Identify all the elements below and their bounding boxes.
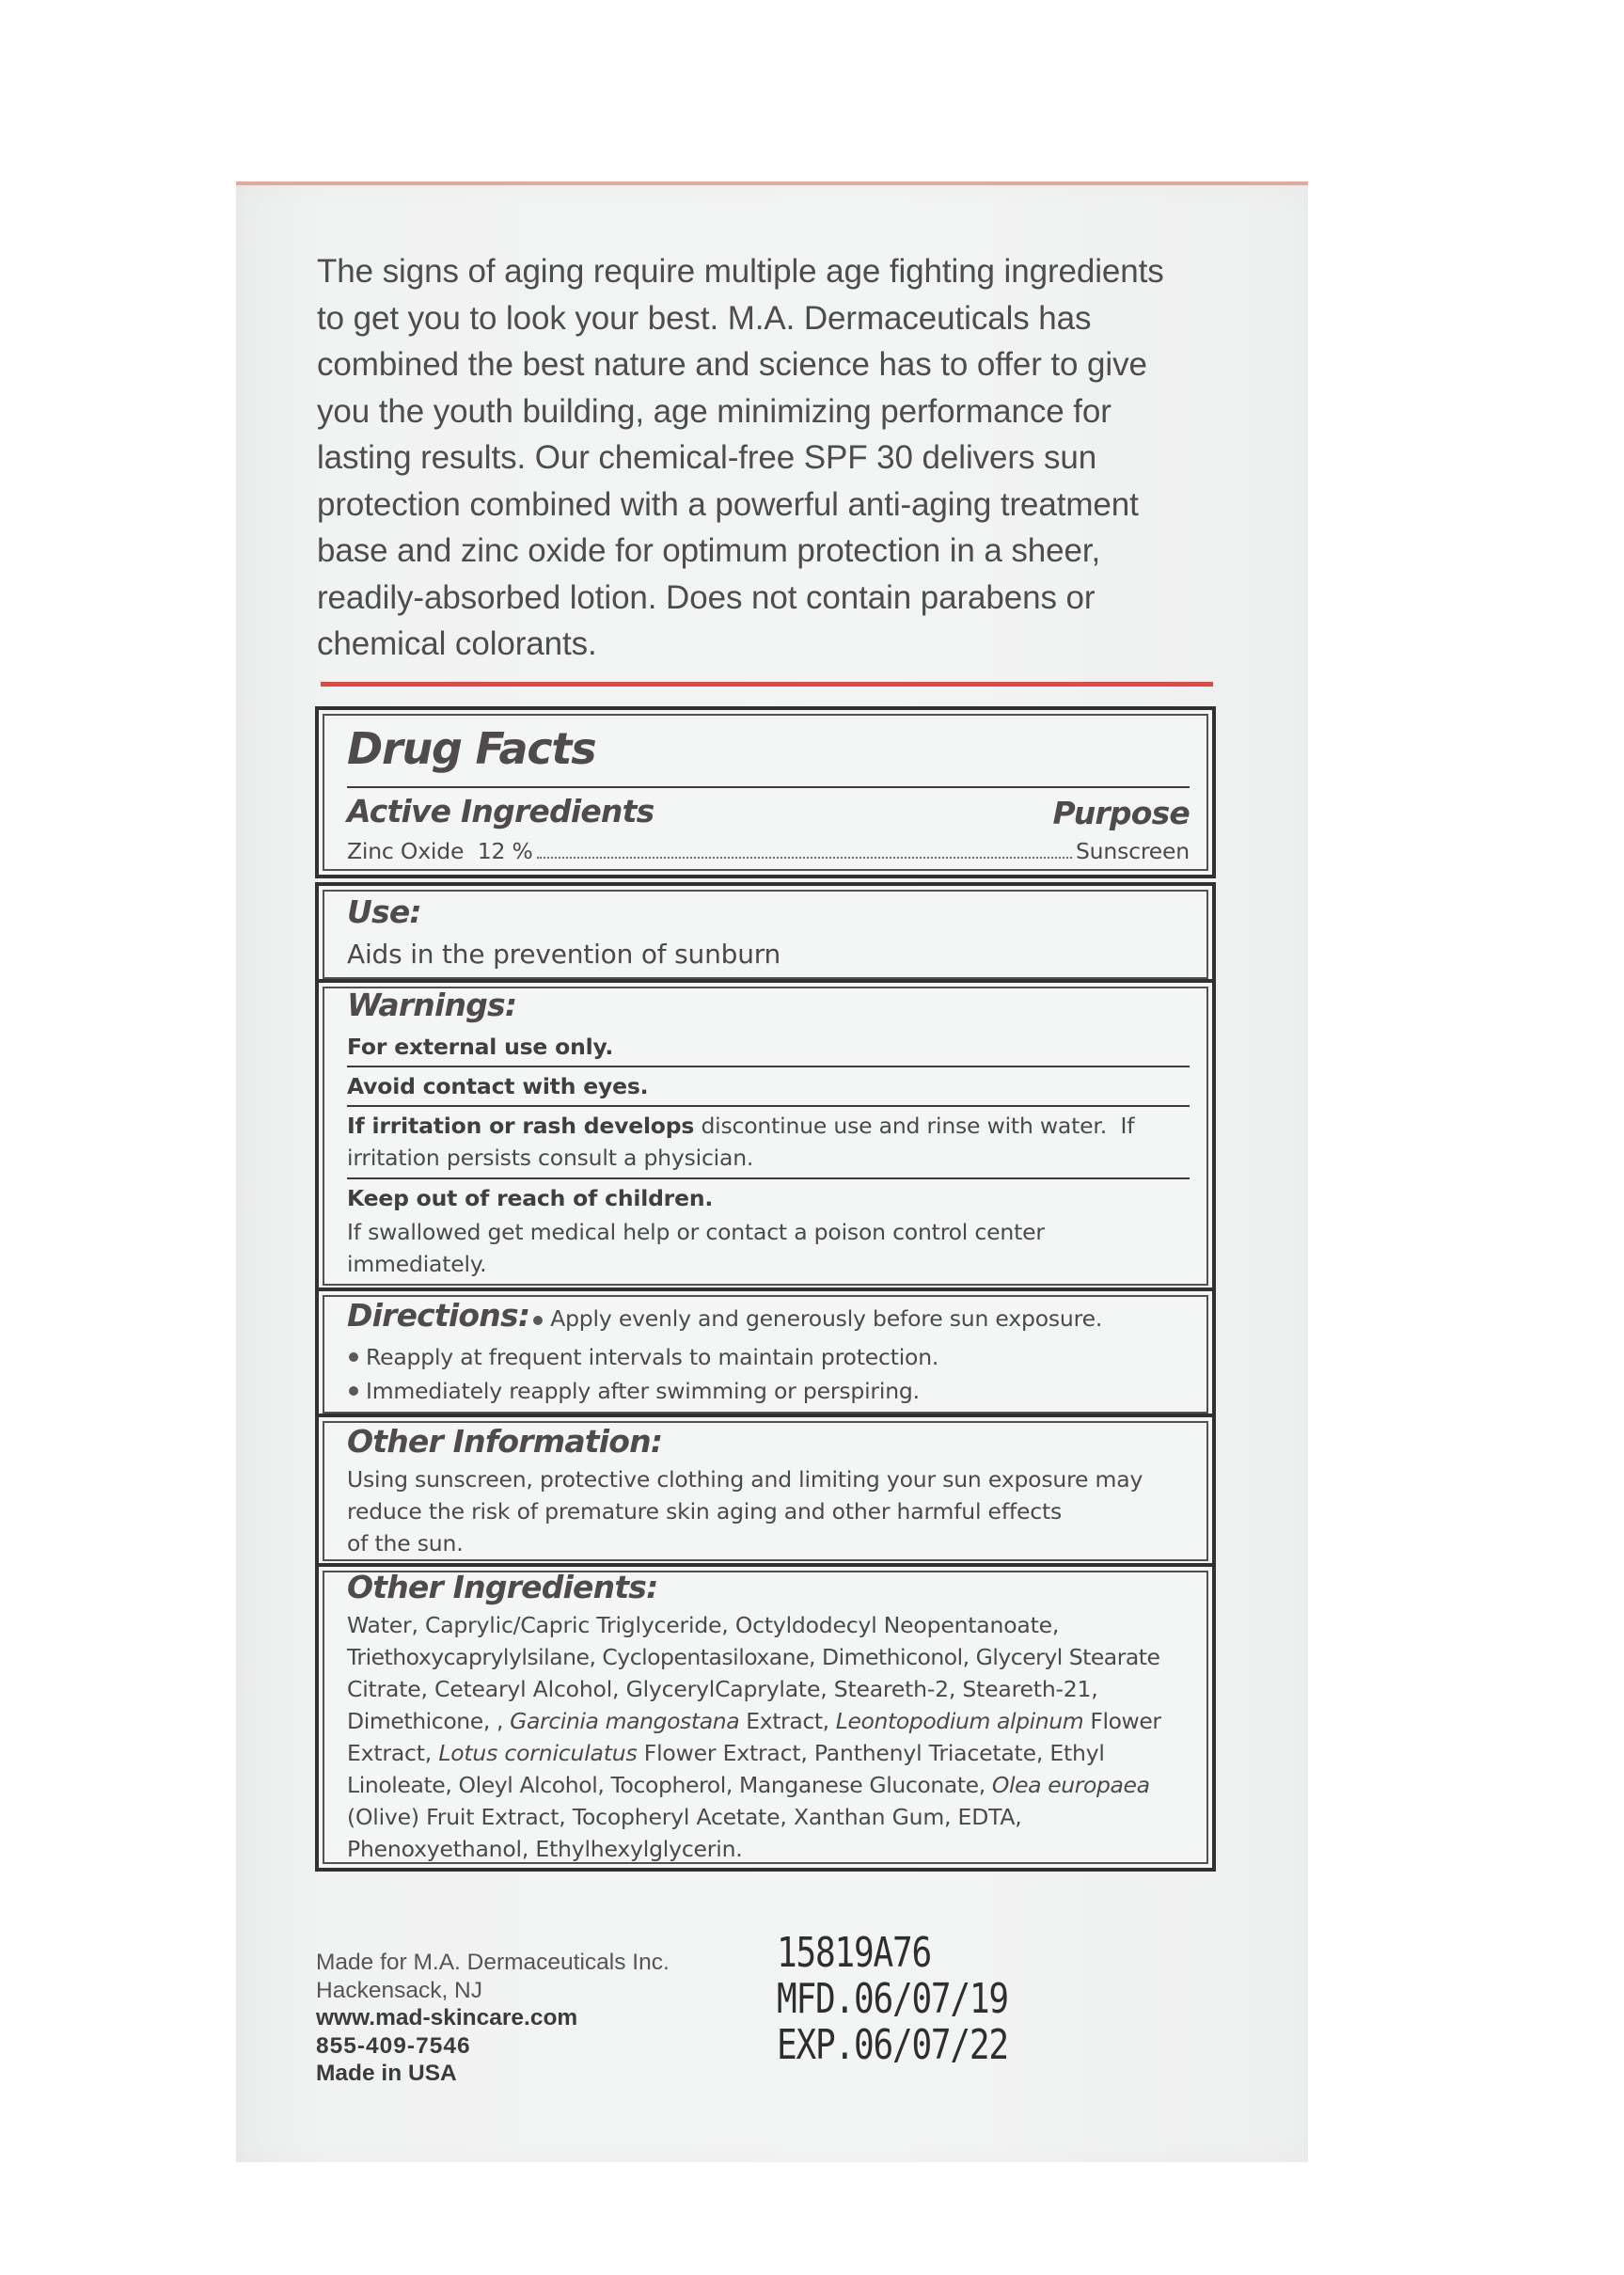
directions-box (315, 1288, 1216, 1421)
ingredient-latin: Olea europaea (991, 1772, 1150, 1798)
ingredients-line: Triethoxycaprylylsilane, Cyclopentasiloxane, Dimethiconol, Glyceryl Stearate (347, 1644, 1160, 1670)
bullet-icon (349, 1386, 358, 1396)
ingredients-line (347, 1740, 1190, 1766)
lot-stamp (777, 1930, 1008, 2068)
ingredient-text: Extract, (739, 1708, 836, 1734)
warning-irritation-bold: If irritation or rash develops (347, 1113, 695, 1139)
ingredients-line (347, 1708, 1190, 1734)
warning-external: For external use only. (347, 1034, 614, 1060)
warning-irritation-text: discontinue use and rinse with water. If (694, 1113, 1135, 1139)
active-ingredient-name: Zinc Oxide 12 % (347, 838, 533, 864)
bullet-icon (533, 1316, 543, 1325)
warning-swallow: If swallowed get medical help or contact a poison control center (347, 1219, 1045, 1245)
warning-irritation (347, 1113, 1190, 1139)
directions-heading: Directions: (347, 1297, 530, 1334)
use-text: Aids in the prevention of sunburn (347, 939, 781, 970)
purpose-heading: Purpose (1052, 795, 1190, 831)
bullet-icon (349, 1352, 358, 1362)
warning-eyes: Avoid contact with eyes. (347, 1073, 649, 1099)
ingredient-text: Extract, (347, 1740, 439, 1766)
city: Hackensack, NJ (316, 1977, 483, 2003)
made-in: Made in USA (316, 2061, 457, 2086)
direction-item-row (347, 1378, 1190, 1404)
intro-paragraph (317, 248, 1220, 668)
ingredients-line: Water, Caprylic/Capric Triglyceride, Octyldodecyl Neopentanoate, (347, 1612, 1060, 1638)
drug-facts-title: Drug Facts (347, 723, 596, 774)
use-box (315, 882, 1216, 987)
ingredient-latin: Garcinia mangostana (510, 1708, 740, 1734)
ingredients-line (347, 1772, 1190, 1798)
other-info-line: of the sun. (347, 1530, 464, 1556)
red-divider (321, 682, 1213, 687)
manufacturer-info (316, 1949, 670, 2088)
intro-line: combined the best nature and science has to offer to give (317, 346, 1147, 383)
exp-date: EXP.06/07/22 (777, 2021, 1008, 2069)
other-ingredients-heading: Other Ingredients: (347, 1569, 658, 1605)
divider (347, 786, 1190, 788)
divider (347, 1177, 1190, 1179)
divider (347, 1066, 1190, 1067)
warnings-box (315, 979, 1216, 1293)
purpose-value: Sunscreen (1075, 838, 1190, 864)
other-info-line: reduce the risk of premature skin aging and other harmful effects (347, 1498, 1062, 1525)
directions-first-row (347, 1297, 1190, 1334)
active-ingredient-row (347, 838, 1190, 864)
warning-swallow-line2: immediately. (347, 1251, 487, 1277)
ingredient-latin: Leontopodium alpinum (835, 1708, 1084, 1734)
ingredient-text: Flower Extract, Panthenyl Triacetate, Ethyl (637, 1740, 1105, 1766)
intro-line: to get you to look your best. M.A. Dermaceuticals has (317, 299, 1092, 337)
other-information-heading: Other Information: (347, 1423, 663, 1460)
mfd-date: MFD.06/07/19 (777, 1975, 1008, 2023)
dot-leader (537, 857, 1072, 859)
website-link[interactable]: www.mad-skincare.com (316, 2005, 578, 2030)
intro-line: base and zinc oxide for optimum protection in a sheer, (317, 532, 1101, 569)
ingredients-line: (Olive) Fruit Extract, Tocopheryl Acetate, Xanthan Gum, EDTA, (347, 1804, 1022, 1830)
active-ingredients-heading: Active Ingredients (347, 793, 654, 829)
direction-item: Reapply at frequent intervals to maintain protection. (366, 1344, 939, 1370)
intro-line: lasting results. Our chemical-free SPF 30 delivers sun (317, 439, 1097, 476)
direction-item-row (347, 1344, 1190, 1370)
ingredient-latin: Lotus corniculatus (438, 1740, 638, 1766)
ingredient-text: Dimethicone, , (347, 1708, 511, 1734)
intro-line: The signs of aging require multiple age fighting ingredients (317, 253, 1164, 290)
lot-code: 15819A76 (777, 1929, 931, 1977)
other-information-box (315, 1414, 1216, 1569)
other-info-line: Using sunscreen, protective clothing and limiting your sun exposure may (347, 1466, 1143, 1493)
drug-facts-header-box (315, 706, 1216, 878)
ingredient-text: Flower (1083, 1708, 1161, 1734)
warning-irritation-line2: irritation persists consult a physician. (347, 1145, 754, 1171)
made-for: Made for M.A. Dermaceuticals Inc. (316, 1950, 670, 1975)
intro-line: protection combined with a powerful anti-aging treatment (317, 485, 1139, 523)
ingredient-text: Linoleate, Oleyl Alcohol, Tocopherol, Manganese Gluconate, (347, 1772, 992, 1798)
direction-item: Immediately reapply after swimming or perspiring. (366, 1378, 920, 1404)
phone-number: 855-409-7546 (316, 2032, 471, 2059)
intro-line: you the youth building, age minimizing performance for (317, 392, 1112, 430)
warnings-heading: Warnings: (347, 987, 517, 1023)
intro-line: readily-absorbed lotion. Does not contain parabens or (317, 578, 1096, 616)
intro-line: chemical colorants. (317, 625, 597, 662)
ingredients-line: Phenoxyethanol, Ethylhexylglycerin. (347, 1836, 743, 1862)
ingredients-line: Citrate, Cetearyl Alcohol, GlycerylCaprylate, Steareth-2, Steareth-21, (347, 1676, 1098, 1702)
divider (347, 1105, 1190, 1107)
use-heading: Use: (347, 893, 421, 930)
other-ingredients-box (315, 1563, 1216, 1872)
direction-item: Apply evenly and generously before sun exposure. (550, 1305, 1103, 1332)
warning-children: Keep out of reach of children. (347, 1185, 714, 1211)
